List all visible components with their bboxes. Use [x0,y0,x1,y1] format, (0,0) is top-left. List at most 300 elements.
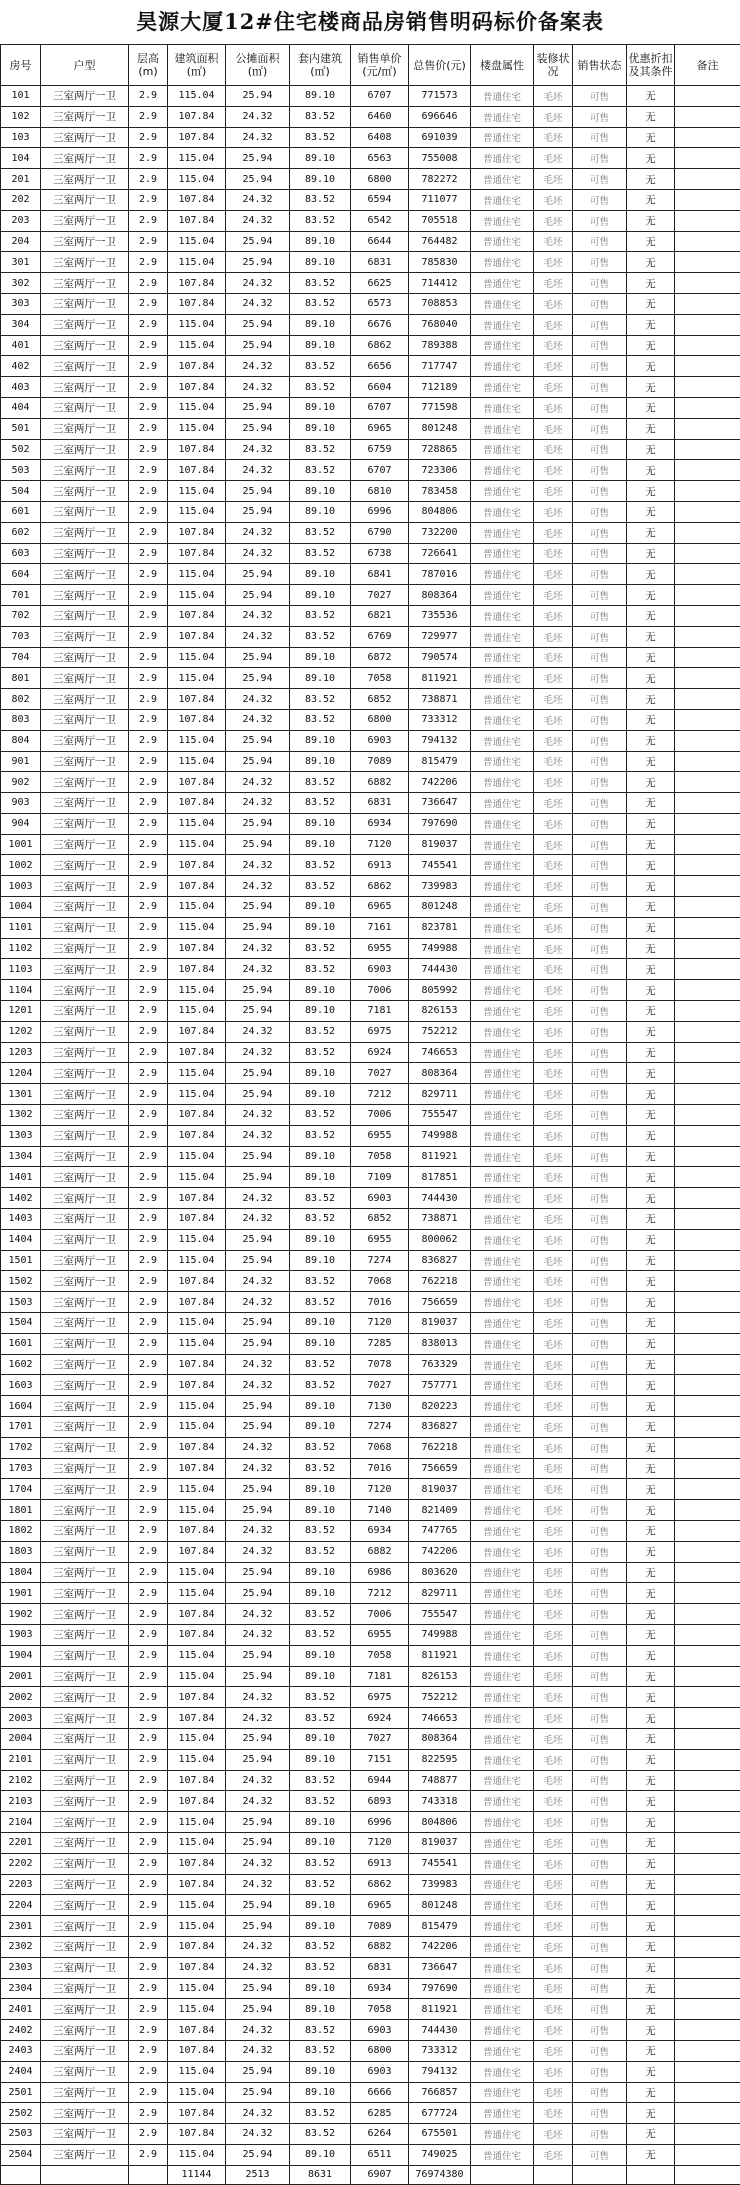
cell-unit-type: 三室两厅一卫 [41,2124,129,2145]
cell-shared-area: 24.32 [226,1541,290,1562]
cell-net-area: 83.52 [290,626,351,647]
cell-decoration: 毛坯 [534,293,573,314]
cell-decoration: 毛坯 [534,1708,573,1729]
cell-remark [675,1313,740,1334]
cell-unit-type: 三室两厅一卫 [41,2082,129,2103]
cell-net-area: 89.10 [290,1562,351,1583]
cell-unit-type: 三室两厅一卫 [41,106,129,127]
table-row [1,1021,740,1042]
cell-remark [675,460,740,481]
cell-gross-area: 115.04 [168,1583,226,1604]
cell-remark [675,1791,740,1812]
cell-gross-area: 115.04 [168,751,226,772]
cell-total-price: 815479 [409,751,471,772]
cell-discount: 无 [627,1978,675,1999]
cell-decoration: 毛坯 [534,397,573,418]
cell-floor-height: 2.9 [129,1916,168,1937]
cell-room-number: 1703 [1,1458,41,1479]
cell-discount: 无 [627,1167,675,1188]
cell-floor-height: 2.9 [129,1417,168,1438]
cell-remark [675,1520,740,1541]
cell-net-area: 89.10 [290,1063,351,1084]
cell-room-number: 1701 [1,1417,41,1438]
cell-total-price: 726641 [409,543,471,564]
cell-decoration: 毛坯 [534,2124,573,2145]
cell-discount: 无 [627,273,675,294]
cell-sale-status: 可售 [573,1728,627,1749]
cell-discount: 无 [627,2020,675,2041]
cell-decoration: 毛坯 [534,1541,573,1562]
cell-floor-height: 2.9 [129,1728,168,1749]
cell-property-type: 普通住宅 [471,293,534,314]
cell-unit-price: 6924 [351,1042,409,1063]
cell-sale-status: 可售 [573,377,627,398]
cell-sale-status: 可售 [573,1687,627,1708]
cell-unit-type: 三室两厅一卫 [41,1333,129,1354]
cell-net-area: 83.52 [290,1541,351,1562]
cell-total-price: 736647 [409,1957,471,1978]
cell-net-area: 89.10 [290,1167,351,1188]
cell-net-area: 83.52 [290,1271,351,1292]
cell-sale-status: 可售 [573,1146,627,1167]
cell-floor-height: 2.9 [129,917,168,938]
cell-sale-status: 可售 [573,439,627,460]
cell-property-type: 普通住宅 [471,522,534,543]
cell-discount: 无 [627,189,675,210]
cell-total-price: 782272 [409,169,471,190]
cell-remark [675,1396,740,1417]
cell-unit-price: 6707 [351,460,409,481]
cell-shared-area: 24.32 [226,1957,290,1978]
cell-sale-status: 可售 [573,418,627,439]
cell-total-price: 752212 [409,1687,471,1708]
cell-unit-type: 三室两厅一卫 [41,1812,129,1833]
cell-discount: 无 [627,377,675,398]
cell-floor-height: 2.9 [129,689,168,710]
cell-unit-price: 6903 [351,1188,409,1209]
cell-gross-area: 115.04 [168,897,226,918]
cell-total-price: 803620 [409,1562,471,1583]
cell-shared-area: 24.32 [226,1437,290,1458]
cell-room-number: 104 [1,148,41,169]
cell-gross-area: 107.84 [168,1271,226,1292]
cell-decoration: 毛坯 [534,1021,573,1042]
cell-gross-area: 107.84 [168,293,226,314]
cell-room-number: 1102 [1,938,41,959]
cell-unit-price: 6644 [351,231,409,252]
cell-discount: 无 [627,1292,675,1313]
cell-decoration: 毛坯 [534,772,573,793]
table-row [1,2082,740,2103]
cell-unit-price: 6738 [351,543,409,564]
cell-decoration: 毛坯 [534,273,573,294]
cell-net-area: 89.10 [290,917,351,938]
cell-decoration: 毛坯 [534,127,573,148]
cell-unit-price: 6676 [351,314,409,335]
cell-unit-type: 三室两厅一卫 [41,1645,129,1666]
cell-floor-height: 2.9 [129,356,168,377]
cell-floor-height: 2.9 [129,2103,168,2124]
cell-decoration: 毛坯 [534,314,573,335]
table-row [1,1708,740,1729]
cell-gross-area: 115.04 [168,1728,226,1749]
cell-unit-price: 7285 [351,1333,409,1354]
cell-sale-status: 可售 [573,897,627,918]
cell-discount: 无 [627,2082,675,2103]
cell-unit-type: 三室两厅一卫 [41,314,129,335]
cell-shared-area: 25.94 [226,1001,290,1022]
cell-net-area: 89.10 [290,668,351,689]
cell-net-area: 83.52 [290,1458,351,1479]
cell-total-price: 749988 [409,1125,471,1146]
cell-decoration: 毛坯 [534,793,573,814]
cell-discount: 无 [627,314,675,335]
cell-unit-price: 6604 [351,377,409,398]
cell-unit-type: 三室两厅一卫 [41,2020,129,2041]
cell-net-area: 89.10 [290,751,351,772]
cell-decoration: 毛坯 [534,2144,573,2165]
cell-remark [675,1084,740,1105]
cell-shared-area: 25.94 [226,897,290,918]
cell-decoration: 毛坯 [534,439,573,460]
cell-floor-height: 2.9 [129,1146,168,1167]
cell-decoration: 毛坯 [534,1063,573,1084]
header-total-price: 总售价(元) [409,45,471,86]
header-unit-type: 户型 [41,45,129,86]
cell-unit-type: 三室两厅一卫 [41,1770,129,1791]
cell-unit-type: 三室两厅一卫 [41,1354,129,1375]
cell-unit-price: 6285 [351,2103,409,2124]
cell-remark [675,1812,740,1833]
cell-floor-height: 2.9 [129,772,168,793]
cell-shared-area: 25.94 [226,231,290,252]
cell-room-number: 1604 [1,1396,41,1417]
cell-unit-type: 三室两厅一卫 [41,1666,129,1687]
cell-total-price: 785830 [409,252,471,273]
cell-shared-area: 24.32 [226,1271,290,1292]
cell-floor-height: 2.9 [129,314,168,335]
cell-unit-type: 三室两厅一卫 [41,1105,129,1126]
cell-property-type: 普通住宅 [471,1063,534,1084]
cell-sale-status: 可售 [573,522,627,543]
cell-unit-type: 三室两厅一卫 [41,1396,129,1417]
total-remark [675,2165,740,2184]
cell-unit-type: 三室两厅一卫 [41,1042,129,1063]
cell-floor-height: 2.9 [129,1708,168,1729]
cell-remark [675,1728,740,1749]
cell-shared-area: 25.94 [226,1063,290,1084]
cell-total-price: 762218 [409,1437,471,1458]
cell-floor-height: 2.9 [129,1666,168,1687]
cell-gross-area: 107.84 [168,1853,226,1874]
cell-unit-price: 7027 [351,1063,409,1084]
cell-net-area: 83.52 [290,1209,351,1230]
cell-total-price: 801248 [409,1895,471,1916]
cell-property-type: 普通住宅 [471,626,534,647]
cell-total-price: 822595 [409,1749,471,1770]
cell-shared-area: 24.32 [226,1188,290,1209]
cell-remark [675,1250,740,1271]
cell-remark [675,501,740,522]
cell-discount: 无 [627,605,675,626]
cell-room-number: 401 [1,335,41,356]
cell-net-area: 89.10 [290,585,351,606]
cell-unit-type: 三室两厅一卫 [41,1229,129,1250]
cell-remark [675,2040,740,2061]
cell-sale-status: 可售 [573,1105,627,1126]
cell-remark [675,2124,740,2145]
cell-sale-status: 可售 [573,1209,627,1230]
cell-sale-status: 可售 [573,647,627,668]
cell-sale-status: 可售 [573,1812,627,1833]
cell-total-price: 733312 [409,709,471,730]
cell-sale-status: 可售 [573,1666,627,1687]
cell-net-area: 89.10 [290,252,351,273]
cell-discount: 无 [627,1728,675,1749]
cell-gross-area: 107.84 [168,1687,226,1708]
table-row [1,1500,740,1521]
total-shared-area: 2513 [226,2165,290,2184]
cell-decoration: 毛坯 [534,1957,573,1978]
cell-decoration: 毛坯 [534,1500,573,1521]
cell-shared-area: 25.94 [226,751,290,772]
cell-property-type: 普通住宅 [471,1770,534,1791]
cell-room-number: 704 [1,647,41,668]
cell-property-type: 普通住宅 [471,1645,534,1666]
cell-discount: 无 [627,1812,675,1833]
cell-decoration: 毛坯 [534,564,573,585]
table-row [1,709,740,730]
cell-floor-height: 2.9 [129,1105,168,1126]
cell-property-type: 普通住宅 [471,1895,534,1916]
cell-floor-height: 2.9 [129,1624,168,1645]
table-row [1,647,740,668]
table-row [1,585,740,606]
cell-decoration: 毛坯 [534,1125,573,1146]
cell-gross-area: 107.84 [168,1604,226,1625]
total-floor-height [129,2165,168,2184]
cell-net-area: 83.52 [290,876,351,897]
cell-gross-area: 115.04 [168,314,226,335]
cell-floor-height: 2.9 [129,1520,168,1541]
cell-total-price: 801248 [409,897,471,918]
cell-shared-area: 25.94 [226,1583,290,1604]
cell-gross-area: 107.84 [168,439,226,460]
cell-room-number: 504 [1,481,41,502]
cell-shared-area: 25.94 [226,1479,290,1500]
cell-net-area: 83.52 [290,938,351,959]
cell-unit-type: 三室两厅一卫 [41,1978,129,1999]
cell-net-area: 83.52 [290,772,351,793]
cell-shared-area: 24.32 [226,106,290,127]
cell-net-area: 89.10 [290,1832,351,1853]
cell-shared-area: 24.32 [226,938,290,959]
header-sale-status: 销售状态 [573,45,627,86]
cell-room-number: 2301 [1,1916,41,1937]
cell-gross-area: 115.04 [168,481,226,502]
cell-shared-area: 24.32 [226,709,290,730]
cell-room-number: 1403 [1,1209,41,1230]
cell-total-price: 696646 [409,106,471,127]
cell-unit-type: 三室两厅一卫 [41,377,129,398]
cell-unit-type: 三室两厅一卫 [41,1957,129,1978]
cell-room-number: 2204 [1,1895,41,1916]
cell-net-area: 89.10 [290,980,351,1001]
cell-property-type: 普通住宅 [471,917,534,938]
cell-net-area: 89.10 [290,1749,351,1770]
cell-sale-status: 可售 [573,1770,627,1791]
cell-floor-height: 2.9 [129,1313,168,1334]
cell-net-area: 89.10 [290,169,351,190]
cell-shared-area: 25.94 [226,1999,290,2020]
cell-unit-price: 7109 [351,1167,409,1188]
cell-total-price: 819037 [409,1832,471,1853]
cell-decoration: 毛坯 [534,543,573,564]
table-row [1,605,740,626]
cell-total-price: 743318 [409,1791,471,1812]
cell-unit-type: 三室两厅一卫 [41,148,129,169]
cell-gross-area: 107.84 [168,1125,226,1146]
table-row [1,231,740,252]
cell-property-type: 普通住宅 [471,1957,534,1978]
cell-gross-area: 107.84 [168,709,226,730]
cell-unit-type: 三室两厅一卫 [41,273,129,294]
cell-room-number: 902 [1,772,41,793]
cell-property-type: 普通住宅 [471,772,534,793]
cell-unit-type: 三室两厅一卫 [41,293,129,314]
cell-sale-status: 可售 [573,169,627,190]
cell-unit-type: 三室两厅一卫 [41,793,129,814]
table-row [1,252,740,273]
cell-unit-type: 三室两厅一卫 [41,2061,129,2082]
table-row [1,356,740,377]
cell-floor-height: 2.9 [129,2020,168,2041]
cell-room-number: 2403 [1,2040,41,2061]
cell-unit-price: 6790 [351,522,409,543]
cell-net-area: 89.10 [290,1417,351,1438]
cell-shared-area: 25.94 [226,917,290,938]
cell-remark [675,418,740,439]
cell-gross-area: 115.04 [168,2061,226,2082]
cell-discount: 无 [627,1604,675,1625]
cell-net-area: 83.52 [290,1604,351,1625]
cell-decoration: 毛坯 [534,1749,573,1770]
cell-total-price: 820223 [409,1396,471,1417]
cell-shared-area: 25.94 [226,1562,290,1583]
cell-net-area: 83.52 [290,1874,351,1895]
cell-property-type: 普通住宅 [471,481,534,502]
cell-sale-status: 可售 [573,689,627,710]
cell-discount: 无 [627,813,675,834]
cell-decoration: 毛坯 [534,1770,573,1791]
cell-discount: 无 [627,917,675,938]
cell-gross-area: 115.04 [168,1001,226,1022]
cell-unit-price: 7006 [351,980,409,1001]
cell-shared-area: 24.32 [226,189,290,210]
cell-sale-status: 可售 [573,772,627,793]
cell-remark [675,1167,740,1188]
cell-floor-height: 2.9 [129,1562,168,1583]
cell-room-number: 1902 [1,1604,41,1625]
cell-net-area: 89.10 [290,397,351,418]
cell-total-price: 755008 [409,148,471,169]
cell-net-area: 89.10 [290,86,351,107]
cell-gross-area: 115.04 [168,1749,226,1770]
cell-sale-status: 可售 [573,1541,627,1562]
cell-decoration: 毛坯 [534,1916,573,1937]
cell-shared-area: 25.94 [226,564,290,585]
cell-remark [675,1500,740,1521]
cell-decoration: 毛坯 [534,730,573,751]
cell-unit-price: 6903 [351,730,409,751]
cell-shared-area: 24.32 [226,1105,290,1126]
cell-discount: 无 [627,1146,675,1167]
header-discount: 优惠折扣及其条件 [627,45,675,86]
header-remark: 备注 [675,45,740,86]
cell-unit-type: 三室两厅一卫 [41,169,129,190]
cell-unit-type: 三室两厅一卫 [41,1936,129,1957]
cell-remark [675,605,740,626]
cell-unit-price: 6955 [351,1125,409,1146]
cell-gross-area: 107.84 [168,1354,226,1375]
cell-shared-area: 25.94 [226,148,290,169]
cell-total-price: 744430 [409,1188,471,1209]
cell-decoration: 毛坯 [534,1209,573,1230]
cell-remark [675,397,740,418]
cell-total-price: 797690 [409,1978,471,1999]
cell-discount: 无 [627,1479,675,1500]
cell-shared-area: 24.32 [226,1021,290,1042]
cell-discount: 无 [627,1313,675,1334]
cell-room-number: 1502 [1,1271,41,1292]
cell-discount: 无 [627,1042,675,1063]
cell-unit-price: 6975 [351,1021,409,1042]
cell-total-price: 787016 [409,564,471,585]
cell-unit-price: 7140 [351,1500,409,1521]
header-shared-area: 公摊面积(㎡) [226,45,290,86]
table-row [1,169,740,190]
cell-floor-height: 2.9 [129,418,168,439]
cell-net-area: 83.52 [290,1936,351,1957]
cell-sale-status: 可售 [573,730,627,751]
table-row [1,1063,740,1084]
cell-unit-type: 三室两厅一卫 [41,876,129,897]
cell-net-area: 83.52 [290,106,351,127]
cell-sale-status: 可售 [573,106,627,127]
cell-property-type: 普通住宅 [471,2061,534,2082]
cell-discount: 无 [627,1229,675,1250]
cell-decoration: 毛坯 [534,1084,573,1105]
cell-property-type: 普通住宅 [471,793,534,814]
cell-property-type: 普通住宅 [471,1479,534,1500]
cell-net-area: 83.52 [290,1105,351,1126]
cell-property-type: 普通住宅 [471,1354,534,1375]
cell-remark [675,668,740,689]
table-row [1,1583,740,1604]
cell-shared-area: 24.32 [226,1853,290,1874]
cell-remark [675,1978,740,1999]
cell-unit-price: 7089 [351,751,409,772]
table-row [1,897,740,918]
cell-remark [675,1437,740,1458]
cell-net-area: 89.10 [290,1313,351,1334]
cell-decoration: 毛坯 [534,189,573,210]
cell-decoration: 毛坯 [534,980,573,1001]
cell-decoration: 毛坯 [534,855,573,876]
cell-total-price: 744430 [409,2020,471,2041]
cell-remark [675,1624,740,1645]
cell-shared-area: 25.94 [226,1396,290,1417]
